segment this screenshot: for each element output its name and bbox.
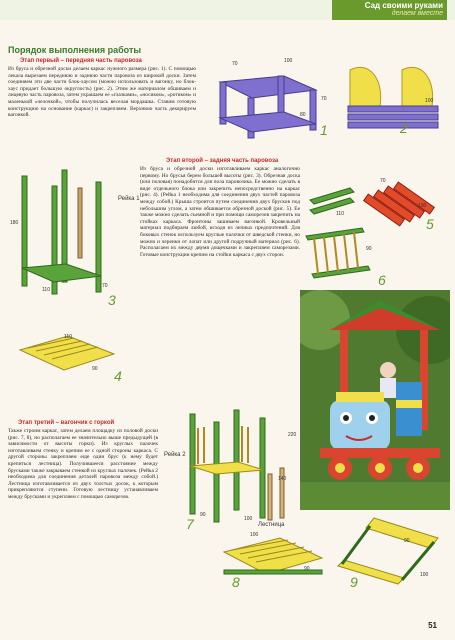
reika2-label: Рейка 2 — [164, 452, 186, 458]
stage3-heading: Этап третий – вагончик с горкой — [18, 420, 115, 426]
f5-dim-110: 110 — [336, 211, 344, 217]
f1-dim-100: 100 — [284, 58, 293, 64]
f8-dim-90: 90 — [304, 566, 310, 572]
fig2-number: 2 — [400, 120, 408, 136]
figure-2-front — [340, 60, 450, 140]
f7-dim-220: 220 — [288, 432, 297, 438]
figure-7-tower — [178, 408, 290, 526]
fig7-number: 7 — [186, 516, 194, 532]
f6-dim-90: 90 — [366, 246, 372, 252]
page-title: Порядок выполнения работы — [8, 45, 142, 55]
f1-dim-80: 80 — [300, 112, 306, 118]
fig6-number: 6 — [378, 272, 386, 288]
stage2-heading: Этап второй – задняя часть паровоза — [166, 158, 279, 164]
fig4-number: 4 — [114, 368, 122, 384]
f3-dim-180: 180 — [10, 220, 19, 226]
figure-3-frame — [8, 168, 128, 298]
fig3-number: 3 — [108, 292, 116, 308]
lestnitsa-label: Лестница — [258, 522, 285, 528]
f9-dim-100: 100 — [420, 572, 429, 578]
f9-dim-90: 90 — [404, 538, 410, 544]
section-title: Сад своими руками — [364, 1, 443, 10]
f1-dim-70b: 70 — [321, 96, 327, 102]
figure-1-frame — [212, 62, 332, 142]
f5-dim-130: 130 — [418, 203, 427, 209]
stage2-text: Из бруса и обрезной доски изготавливаем каркас аналогично первому. Но брусья берем большей высоты (рис. 3). Обрезная доска (или половая) понадобится для пола паровозика. Ее можно сделать в виде отдельного блока или закрепить непосредственно на каркас (рис. 4). (Рейка 1 необходима для соединения двух частей паровоза между собой.) Крыша строится путем соединения двух брусков под небольшим углом, а затем обшивается обрезной доской (рис. 5). Ее также можно сделать съемной и при помощи саморезов закрепить на стойках каркаса. Фронтоны зашиваем вагонкой. Кровельный материал подбираем любой, исходя из личных предпочтений. Для боковых стенок используем круглые палочки от шведской стенки, но можно и черенки от лопат или другой подручный материал (рис. 6). Располагаем их между двумя дощечками и закрепляем саморезами. Готовые конструкции крепим на стойки каркаса с двух сторон. — [140, 166, 300, 258]
f8-dim-100: 100 — [250, 532, 259, 538]
f4-dim-110: 110 — [64, 334, 72, 340]
f3-dim-110: 110 — [42, 287, 50, 293]
page-number: 51 — [428, 621, 437, 630]
section-badge — [332, 0, 447, 20]
fig1-number: 1 — [320, 122, 328, 138]
finished-train-photo — [300, 290, 450, 510]
f1-dim-70a: 70 — [232, 61, 238, 67]
fig5-number: 5 — [426, 216, 434, 232]
section-subtitle: делаем вместе — [391, 10, 443, 17]
f2-dim-100: 100 — [425, 98, 434, 104]
fig8-number: 8 — [232, 574, 240, 590]
f7-dim-140: 140 — [278, 476, 287, 482]
f3-dim-70: 70 — [102, 283, 108, 289]
f7-dim-90: 90 — [200, 512, 206, 518]
reika1-label: Рейка 1 — [118, 196, 140, 202]
stage3-text: Также строим каркас, затем делаем площадку из половой доски (рис. 7, 8), но располагаем ее значительно выше предыдущей (в зависимости от высоты горки). Из круглых палочек изготавливаем стенку и крепим ее с одной стороны каркаса. С другой стороны закрепляем еще один брус (к нему будет крепиться лестница). Получившееся расстояние между брусками также закрываем стенкой из круглых палочек. (Рейка 2 необходима для соединения деталей паровоза между собой.) Лестница изготавливается из двух толстых досок, к которым прикрепляются ступени. Готовую лестницу устанавливаем между брусками и укрепляем с помощью саморезов. — [8, 428, 158, 500]
stage1-text: Из бруса и обрезной доски делаем каркас нужного размера (рис. 1). С помощью лекала вырезаем переднюю и заднюю части паровоза из широкой доски. Затем соединяем эти две части блок-хаусом (можно использовать и вагонку, но блок-хаус придает большую округлость) (рис. 2). Этим же материалом обшиваем и лицевую часть паровоза, затем украшаем ее «глазками», «носиком», «ротиком» и маленькой «челочкой», чтобы получилась веселая мордашка. Ставим готовую конструкцию на основание (каркас) и закрепляем. Верхнюю часть декорируем вагонкой. — [8, 66, 196, 119]
fig9-number: 9 — [350, 574, 358, 590]
f4-dim-90: 90 — [92, 366, 98, 372]
f7-dim-100: 100 — [244, 516, 253, 522]
f5-dim-70: 70 — [380, 178, 386, 184]
stage1-heading: Этап первый – передняя часть паровоза — [20, 58, 142, 64]
